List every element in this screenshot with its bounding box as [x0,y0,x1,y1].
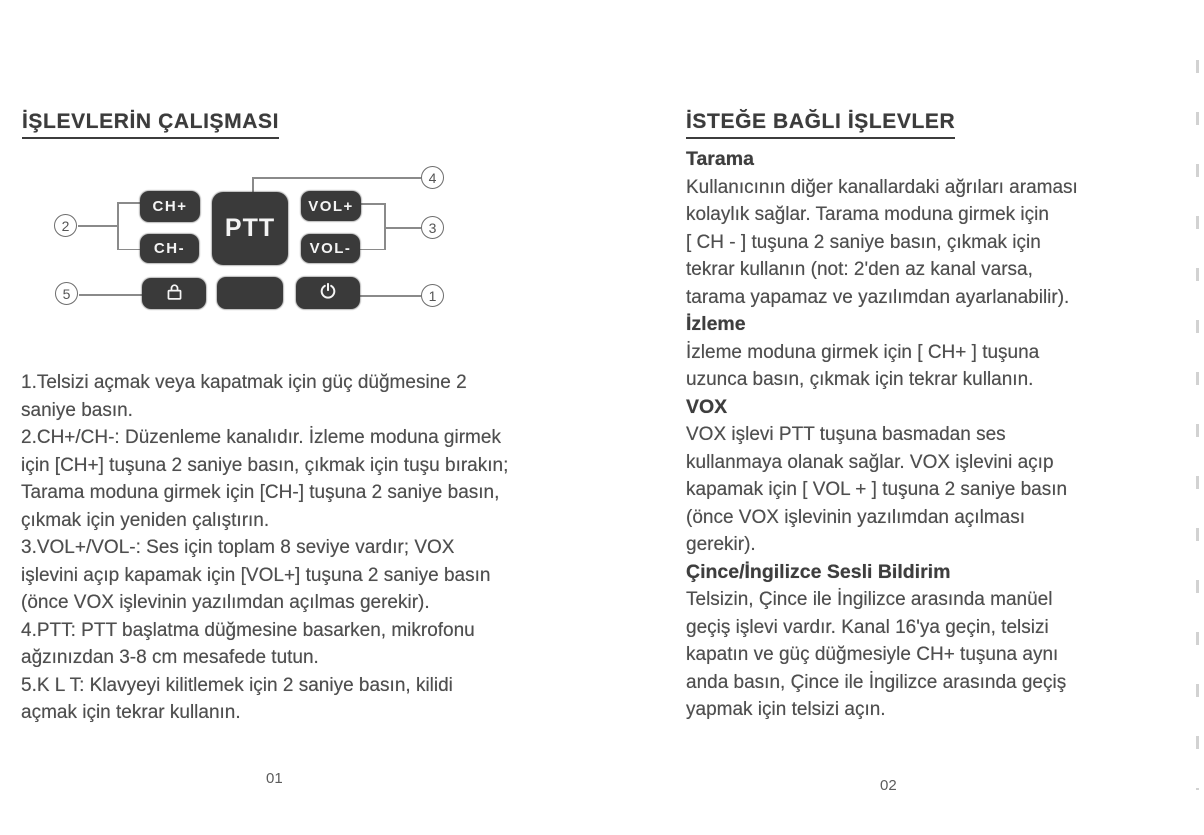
section-line: VOX işlevi PTT tuşuna basmadan ses [686,424,1006,445]
instruction-line: 3.VOL+/VOL-: Ses için toplam 8 seviye vardır; VOX [21,537,455,558]
callout-4-line [252,177,421,179]
callout-volume: 3 [421,216,444,239]
instruction-line: Tarama moduna girmek için [CH-] tuşuna 2 saniye basın, [21,482,500,503]
callout-5-line [79,294,142,296]
callout-channel: 2 [54,214,77,237]
left-instructions [21,369,581,727]
instruction-line: için [CH+] tuşuna 2 saniye basın, çıkmak için tuşu bırakın; [21,454,509,476]
section-line: uzunca basın, çıkmak için tekrar kullanın. [686,369,1034,390]
section-line: Telsizin, Çince ile İngilizce arasında manüel [686,589,1053,610]
blank-button [217,277,283,309]
section-line: kapamak için [ VOL + ] tuşuna 2 saniye basın [686,479,1068,500]
callout-3-line [385,227,421,229]
section-heading-tarama: Tarama [686,148,754,170]
callout-2-bracket-bottom [117,249,141,251]
section-line: kolaylık sağlar. Tarama moduna girmek için [686,204,1049,225]
instruction-line: çıkmak için yeniden çalıştırın. [21,509,270,531]
lock-icon [164,282,185,306]
right-page-title: İSTEĞE BAĞLI İŞLEVLER [686,110,955,139]
section-line: gerekir). [686,534,756,555]
callout-ptt: 4 [421,166,444,189]
callout-2-line [78,225,118,227]
section-line: tarama yapamaz ve yazılımdan ayarlanabilir). [686,286,1070,308]
section-line: kapatın ve güç düğmesiyle CH+ tuşuna aynı [686,644,1059,665]
instruction-line: açmak için tekrar kullanın. [21,702,241,723]
instruction-line: ağzınızdan 3-8 cm mesafede tutun. [21,647,319,668]
section-line: Kullanıcının diğer kanallardaki ağrıları araması [686,176,1078,198]
callout-3-bracket-bottom [360,249,385,251]
section-line: geçiş işlevi vardır. Kanal 16'ya geçin, telsizi [686,616,1049,638]
callout-2-bracket [117,202,119,250]
instruction-line: 5.K L T: Klavyeyi kilitlemek için 2 saniye basın, kilidi [21,674,453,696]
instruction-line: 1.Telsizi açmak veya kapatmak için güç düğmesine 2 [21,372,467,393]
section-line: [ CH - ] tuşuna 2 saniye basın, çıkmak için [686,231,1041,253]
section-heading-izleme: İzleme [686,313,746,335]
instruction-line: işlevini açıp kapamak için [VOL+] tuşuna 2 saniye basın [21,564,491,586]
section-line: tekrar kullanın (not: 2'den az kanal varsa, [686,259,1033,280]
instruction-line: 4.PTT: PTT başlatma düğmesine basarken, mikrofonu [21,619,475,641]
callout-power: 1 [421,284,444,307]
keypad-diagram [0,0,600,360]
section-line: kullanmaya olanak sağlar. VOX işlevini açıp [686,451,1054,473]
page-number-01: 01 [266,770,283,787]
power-button [296,277,360,309]
section-heading-sesli-bildirim: Çince/İngilizce Sesli Bildirim [686,560,951,583]
scan-edge-artifacts [1196,60,1199,790]
vol-plus-button: VOL+ [301,191,361,221]
keylock-button [142,278,206,309]
left-page-title: İŞLEVLERİN ÇALIŞMASI [22,110,279,139]
callout-1-line [360,295,421,297]
vol-minus-button: VOL- [301,234,360,263]
instruction-line: 2.CH+/CH-: Düzenleme kanalıdır. İzleme moduna girmek [21,427,501,448]
section-line: (önce VOX işlevinin yazılımdan açılması [686,506,1025,528]
callout-lock: 5 [55,282,78,305]
page-number-02: 02 [880,777,897,794]
callout-2-bracket-top [117,202,141,204]
section-heading-vox: VOX [686,395,728,418]
ch-minus-button: CH- [140,234,199,263]
ptt-button: PTT [212,192,288,265]
section-line: anda basın, Çince ile İngilizce arasında geçiş [686,671,1067,693]
callout-4-line-vertical [252,177,254,193]
instruction-line: saniye basın. [21,399,133,421]
section-line: İzleme moduna girmek için [ CH+ ] tuşuna [686,341,1040,363]
callout-3-bracket-top [361,203,385,205]
right-sections [686,146,1186,724]
power-icon [318,281,338,306]
ch-plus-button: CH+ [140,191,200,222]
section-line: yapmak için telsizi açın. [686,699,886,720]
instruction-line: (önce VOX işlevinin yazılımdan açılmas gerekir). [21,592,430,613]
